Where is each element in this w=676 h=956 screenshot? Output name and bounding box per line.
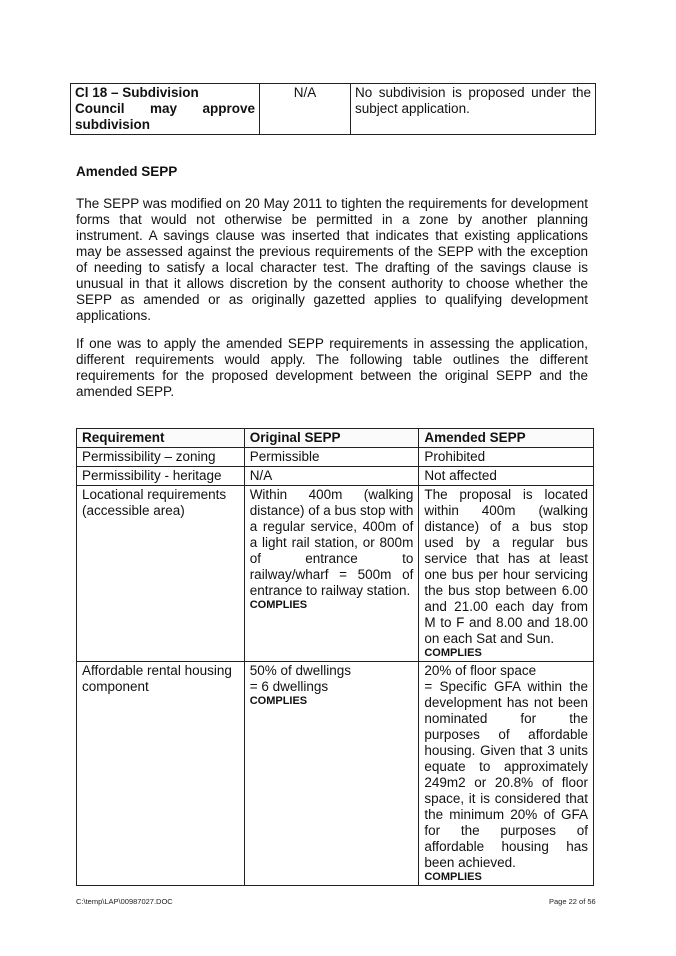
- complies-label: COMPLIES: [249, 599, 308, 611]
- requirement-cell: Permissibility - heritage: [77, 467, 245, 486]
- complies-label: COMPLIES: [249, 695, 308, 707]
- footer-file-path: C:\temp\LAP\00987027.DOC: [76, 897, 173, 906]
- comment-cell: No subdivision is proposed under the subject application.: [351, 84, 596, 135]
- complies-label: COMPLIES: [424, 871, 482, 883]
- requirement-cell: Permissibility – zoning: [77, 448, 245, 467]
- column-header: Amended SEPP: [419, 429, 594, 448]
- clause-line-2: Council may approve: [75, 101, 255, 116]
- column-header: Requirement: [77, 429, 245, 448]
- amended-cell: [419, 486, 594, 662]
- section-heading: Amended SEPP: [76, 164, 178, 179]
- body-paragraph: If one was to apply the amended SEPP requirements in assessing the application, different requirements would apply. The following table outlines the different requirements for the proposed development between the original SEPP and the amended SEPP.: [76, 336, 588, 399]
- table-row: [71, 84, 596, 135]
- requirement-cell: Affordable rental housing component: [77, 662, 245, 886]
- clause-cell: [71, 84, 260, 135]
- table-row: [77, 662, 594, 886]
- original-cell: Permissible: [244, 448, 419, 467]
- table-row: [77, 486, 594, 662]
- table-header-row: [77, 429, 594, 448]
- original-cell: [244, 662, 419, 886]
- requirement-cell: Locational requirements (accessible area): [77, 486, 245, 662]
- table-row: [77, 448, 594, 467]
- footer-page-number: Page 22 of 56: [549, 897, 596, 906]
- amended-text-line: 20% of floor space: [424, 663, 537, 678]
- amended-cell: Prohibited: [419, 448, 594, 467]
- comparison-table: [76, 428, 594, 886]
- original-text-line: 50% of dwellings: [249, 663, 351, 678]
- original-text-line: = 6 dwellings: [249, 679, 329, 694]
- original-cell: [244, 486, 419, 662]
- original-cell: N/A: [244, 467, 419, 486]
- amended-cell: [419, 662, 594, 886]
- clause-table: [70, 83, 596, 135]
- original-text: Within 400m (walking distance) of a bus stop with a regular service, 400m of a light rail station, or 800m of entrance to railway/wharf = 500m of entrance to railway station.: [249, 487, 414, 598]
- table-row: [77, 467, 594, 486]
- amended-cell: Not affected: [419, 467, 594, 486]
- column-header: Original SEPP: [244, 429, 419, 448]
- amended-text: = Specific GFA within the development has not been nominated for the purposes of affordable housing. Given that 3 units equate to approximately 249m2 or 20.8% of floor space, it is considered that the minimum 20% of GFA for the purposes of affordable housing has been achieved.: [424, 679, 588, 870]
- status-cell: N/A: [260, 84, 351, 135]
- body-paragraph: The SEPP was modified on 20 May 2011 to tighten the requirements for development forms that would not otherwise be permitted in a zone by another planning instrument. A savings clause was inserted that indicates that existing applications may be assessed against the previous requirements of the SEPP with the exception of needing to satisfy a local character test. The drafting of the savings clause is unusual in that it allows discretion by the consent authority to choose whether the SEPP as amended or as originally gazetted applies to qualifying development applications.: [76, 196, 588, 323]
- complies-label: COMPLIES: [424, 647, 482, 659]
- amended-text: The proposal is located within 400m (walking distance) of a bus stop used by a regular bus service that has at least one bus per hour servicing the bus stop between 6.00 and 21.00 each day from M to F and 8.00 and 18.00 on each Sat and Sun.: [424, 487, 588, 646]
- clause-line-3: subdivision: [75, 117, 151, 132]
- clause-title: Cl 18 – Subdivision: [75, 85, 199, 100]
